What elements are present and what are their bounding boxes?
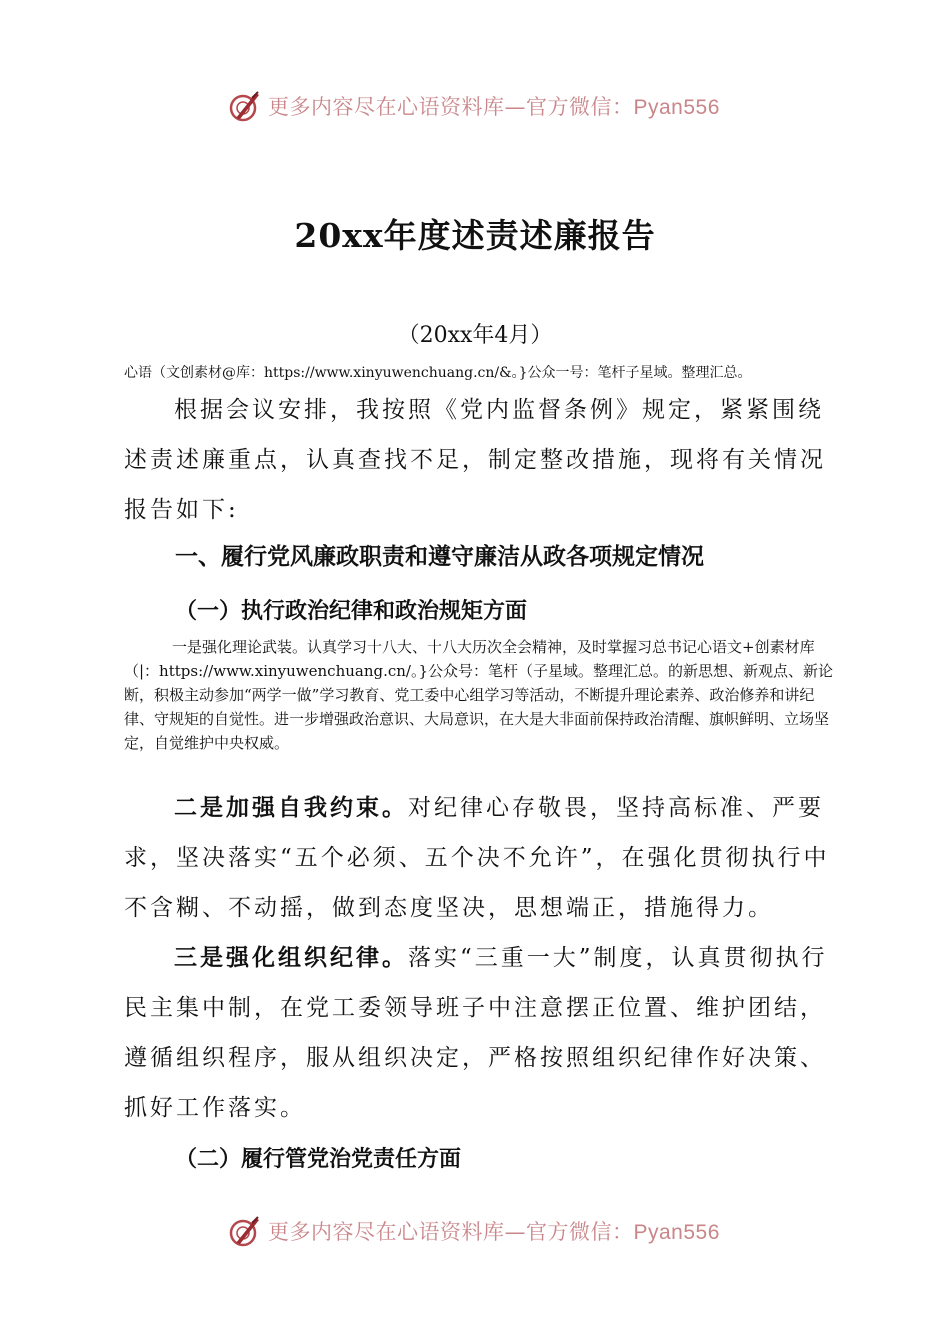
quill-logo-icon bbox=[228, 1214, 262, 1248]
item-paragraph-3: 三是强化组织纪律。落实“三重一大”制度，认真贯彻执行民主集中制，在党工委领导班子中注意摆正位置、维护团结，遵循组织程序，服从组织决定，严格按照组织纪律作好决策、抓好工作落实。 bbox=[124, 944, 828, 1121]
document-title: 20xx年度述责述廉报告 bbox=[294, 216, 656, 255]
watermark-text: 更多内容尽在心语资料库—官方微信：Pyan556 bbox=[268, 1220, 720, 1244]
item-lead-2: 二是加强自我约束。 bbox=[174, 794, 408, 821]
subsection-heading-2: （二）履行管党治党责任方面 bbox=[175, 1146, 462, 1172]
source-note: 心语（文创素材@库：https://www.xinyuwenchuang.cn/&。}公众一号：笔杆子星域。整理汇总。 bbox=[124, 365, 752, 381]
watermark-banner-bottom bbox=[0, 1210, 950, 1250]
section-heading: 一、履行党风廉政职责和遵守廉洁从政各项规定情况 bbox=[175, 544, 704, 570]
subsection-heading: （一）执行政治纪律和政治规矩方面 bbox=[175, 598, 528, 624]
watermark-banner-top bbox=[0, 85, 950, 125]
intro-paragraph: 根据会议安排，我按照《党内监督条例》规定，紧紧围绕述责述廉重点，认真查找不足，制定整改措施，现将有关情况报告如下: bbox=[124, 397, 826, 523]
document-date: （20xx年4月） bbox=[397, 323, 553, 348]
item-lead-3: 三是强化组织纪律。 bbox=[174, 944, 408, 971]
quill-logo-icon bbox=[228, 89, 262, 123]
watermark-text: 更多内容尽在心语资料库—官方微信：Pyan556 bbox=[268, 95, 720, 119]
item-paragraph-2: 二是加强自我约束。对纪律心存敬畏，坚持高标准、严要求，坚决落实“五个必须、五个决不允许”，在强化贯彻执行中不含糊、不动摇，做到态度坚决，思想端正，措施得力。 bbox=[124, 794, 830, 921]
item-paragraph-1: 一是强化理论武装。认真学习十八大、十八大历次全会精神，及时掌握习总书记心语文+创素材库（|：https://www.xinyuwenchuang.cn/。}公众号：笔杆（子星域。整理汇总。的新思想、新观点、新论断，积极主动参加“两学一做”学习教育、党工委中心组学习等活动，不断提升理论素养、政治修养和讲纪律、守规矩的自觉性。进一步增强政治意识、大局意识，在大是大非面前保持政治清醒、旗帜鲜明、立场坚定，自觉维护中央权威。 bbox=[124, 638, 834, 752]
